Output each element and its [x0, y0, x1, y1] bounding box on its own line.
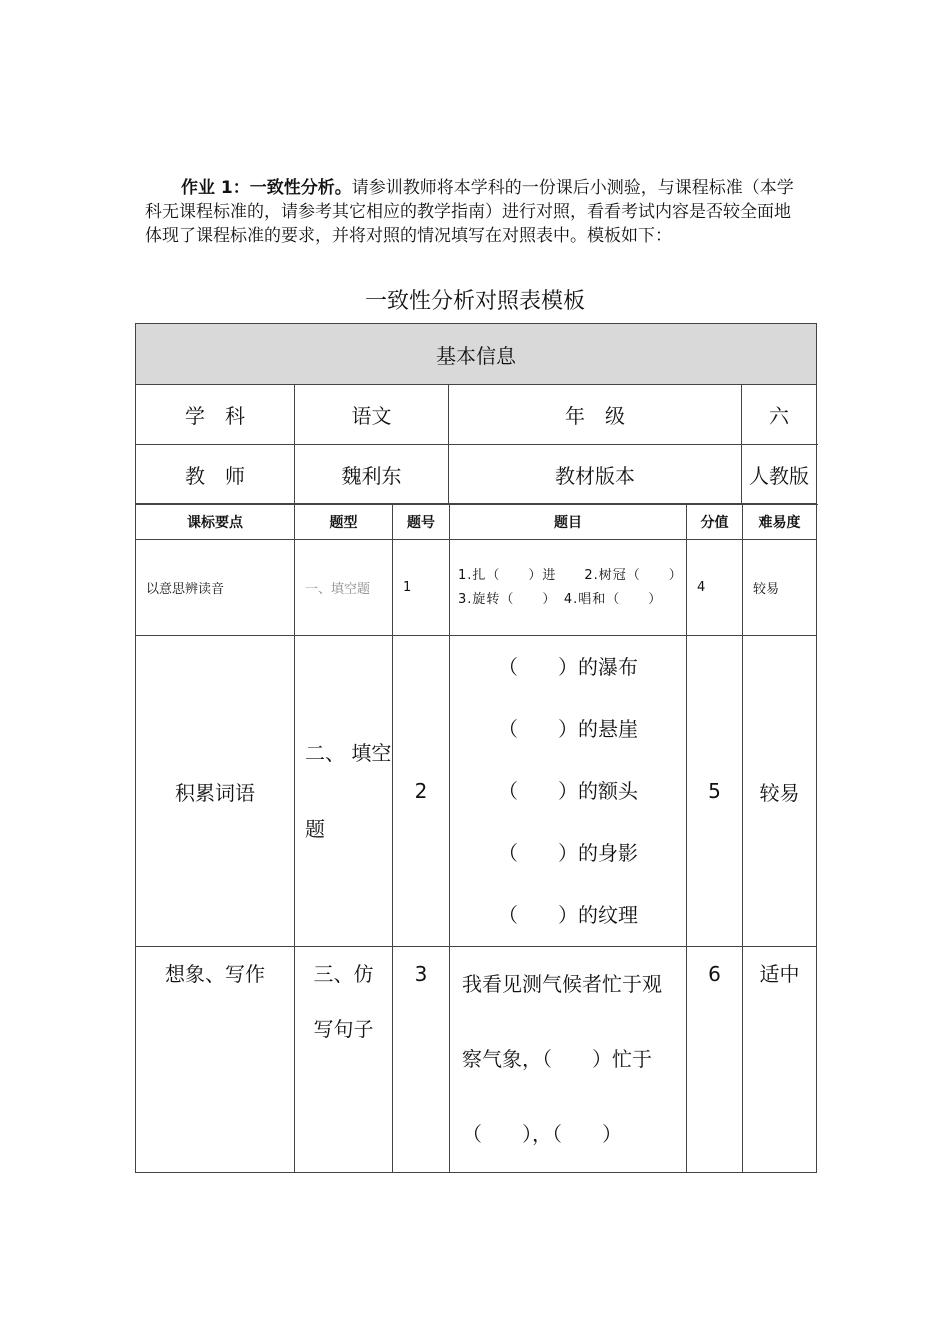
column-header: 难易度	[743, 504, 817, 540]
analysis-table	[135, 323, 817, 505]
grade-value: 六	[742, 385, 817, 445]
column-header: 分值	[687, 504, 743, 540]
fill-blank-item: （ ）的额头	[498, 779, 638, 803]
question-content: 我看见测气候者忙于观察气象，（ ）忙于（ ），（ ）	[450, 947, 687, 1173]
grade-label: 年 级	[449, 385, 742, 445]
subject-value: 语文	[295, 385, 449, 445]
assignment-label: 作业 1：一致性分析。	[181, 178, 352, 198]
teacher-row	[136, 445, 817, 505]
question-score: 6	[687, 947, 743, 1173]
question-content: 1.扎（ ）进 2.树冠（ ）3.旋转（ ） 4.唱和（ ）	[450, 540, 687, 636]
column-header: 题号	[393, 504, 450, 540]
fill-blank-item: （ ）的瀑布	[498, 655, 638, 679]
edition-label: 教材版本	[449, 445, 742, 505]
question-score: 5	[687, 636, 743, 947]
subject-label: 学 科	[136, 385, 295, 445]
table-row	[136, 947, 817, 1173]
question-difficulty: 适中	[743, 947, 817, 1173]
teacher-label: 教 师	[136, 445, 295, 505]
question-difficulty: 较易	[743, 540, 817, 636]
assignment-intro	[145, 176, 805, 248]
analysis-detail-table	[135, 503, 817, 1173]
question-score: 4	[687, 540, 743, 636]
basic-info-heading: 基本信息	[136, 324, 817, 385]
question-difficulty: 较易	[743, 636, 817, 947]
question-number: 2	[393, 636, 450, 947]
question-number: 3	[393, 947, 450, 1173]
fill-blank-item: （ ）的身影	[498, 841, 638, 865]
document-title: 一致性分析对照表模板	[364, 289, 585, 314]
basic-info-header-row	[136, 324, 817, 385]
question-type: 一、填空题	[295, 540, 393, 636]
assignment-text: 请参训教师将本学科的一份课后小测验，与课程标准（本学科无课程标准的，请参考其它相应的教学指南）进行对照，看看考试内容是否较全面地体现了课程标准的要求，并将对照的情况填写在对照表中。模板如下：	[145, 178, 794, 246]
question-type: 二、 填空题	[295, 636, 393, 947]
table-row	[136, 540, 817, 636]
column-header: 题型	[295, 504, 393, 540]
subject-row	[136, 385, 817, 445]
curriculum-point: 想象、写作	[136, 947, 295, 1173]
curriculum-point: 积累词语	[136, 636, 295, 947]
edition-value: 人教版	[742, 445, 817, 505]
fill-blank-item: （ ）的悬崖	[498, 717, 638, 741]
table-row	[136, 636, 817, 947]
question-number: 1	[393, 540, 450, 636]
column-header: 题目	[450, 504, 687, 540]
teacher-value: 魏利东	[295, 445, 449, 505]
curriculum-point: 以意思辨读音	[136, 540, 295, 636]
question-content	[450, 636, 687, 947]
column-header: 课标要点	[136, 504, 295, 540]
column-header-row	[136, 504, 817, 540]
fill-blank-item: （ ）的纹理	[498, 903, 638, 927]
question-type: 三、仿写句子	[295, 947, 393, 1173]
